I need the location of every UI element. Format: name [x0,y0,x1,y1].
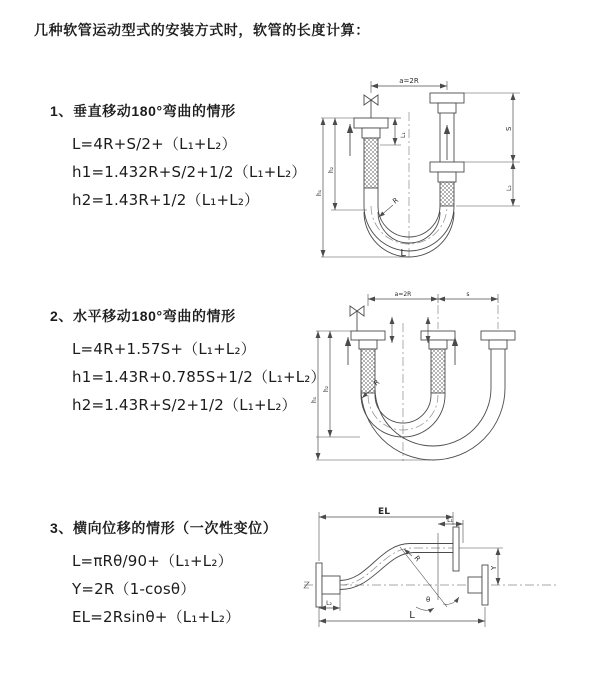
diagram-horizontal-180-bend [310,283,560,465]
valve-icon [350,306,364,331]
dim-label-l1: L₁ [447,517,453,524]
flanges [351,331,515,349]
flange [354,118,388,128]
section-1-formula-h2: h2=1.43R+1/2（L₁+L₂） [72,191,260,209]
dim-label-s: s [466,291,470,298]
flange-plate [316,563,322,607]
dim-label-l2: L₂ [506,185,513,191]
dim-label-h2: h₂ [328,166,335,173]
diagram-vertical-180-bend [315,70,560,260]
radius-label: R [391,196,401,206]
diagram-lateral-displacement [300,503,565,650]
dim-label-l2: L₂ [326,600,332,607]
dim-label-a2r: a=2R [394,291,412,298]
section-1-heading: 1、垂直移动180°弯曲的情形 [50,103,236,119]
dim-label-h1: h₁ [311,396,318,403]
flange [430,162,464,172]
valve-icon [364,95,378,118]
braid-section [440,182,454,206]
radius-diagonal [400,547,447,607]
dim-label-el: EL [378,507,390,517]
section-2-formula-L: L=4R+1.57S+（L₁+L₂） [72,340,256,358]
radius-label: R [372,378,382,388]
dim-label-a2r: a=2R [399,77,419,85]
dim-label-h2: h₂ [323,385,330,392]
section-2-formula-h2: h2=1.43R+S/2+1/2（L₁+L₂） [72,396,297,414]
section-2-heading: 2、水平移动180°弯曲的情形 [50,308,236,324]
length-label: L [400,248,406,259]
section-1-formula-L: L=4R+S/2+（L₁+L₂） [72,135,237,153]
length-label: L [409,610,415,621]
braid-section [431,349,445,393]
flange-neck [438,172,456,182]
pipe-stub [322,576,340,594]
hose-s-curve [340,544,453,590]
braid-section [364,138,378,188]
angle-label: θ [426,596,431,604]
page-title: 几种软管运动型式的安装方式时，软管的长度计算： [34,22,370,38]
section-3-formula-EL: EL=2Rsinθ+（L₁+L₂） [72,608,241,626]
section-3-heading: 3、横向位移的情形（一次性变位） [50,520,278,536]
pipe-stub [468,577,482,593]
dim-label-y: Y [490,565,498,570]
flange-neck [362,128,380,138]
flange [430,93,464,103]
dim-label-s: S [505,126,513,131]
flange-neck [438,103,456,113]
radius-label: R [412,554,422,564]
flange-plate [453,527,459,571]
section-2-formula-h1: h1=1.43R+0.785S+1/2（L₁+L₂） [72,368,326,386]
dim-label-h1: h₁ [316,189,323,196]
braid-section [361,349,375,393]
section-1-formula-h1: h1=1.432R+S/2+1/2（L₁+L₂） [72,163,307,181]
flange-plate [482,565,488,605]
section-3-formula-Y: Y=2R（1-cosθ） [72,580,196,598]
dim-label-l1: L₁ [400,132,407,138]
section-3-formula-L: L=πRθ/90+（L₁+L₂） [72,552,233,570]
